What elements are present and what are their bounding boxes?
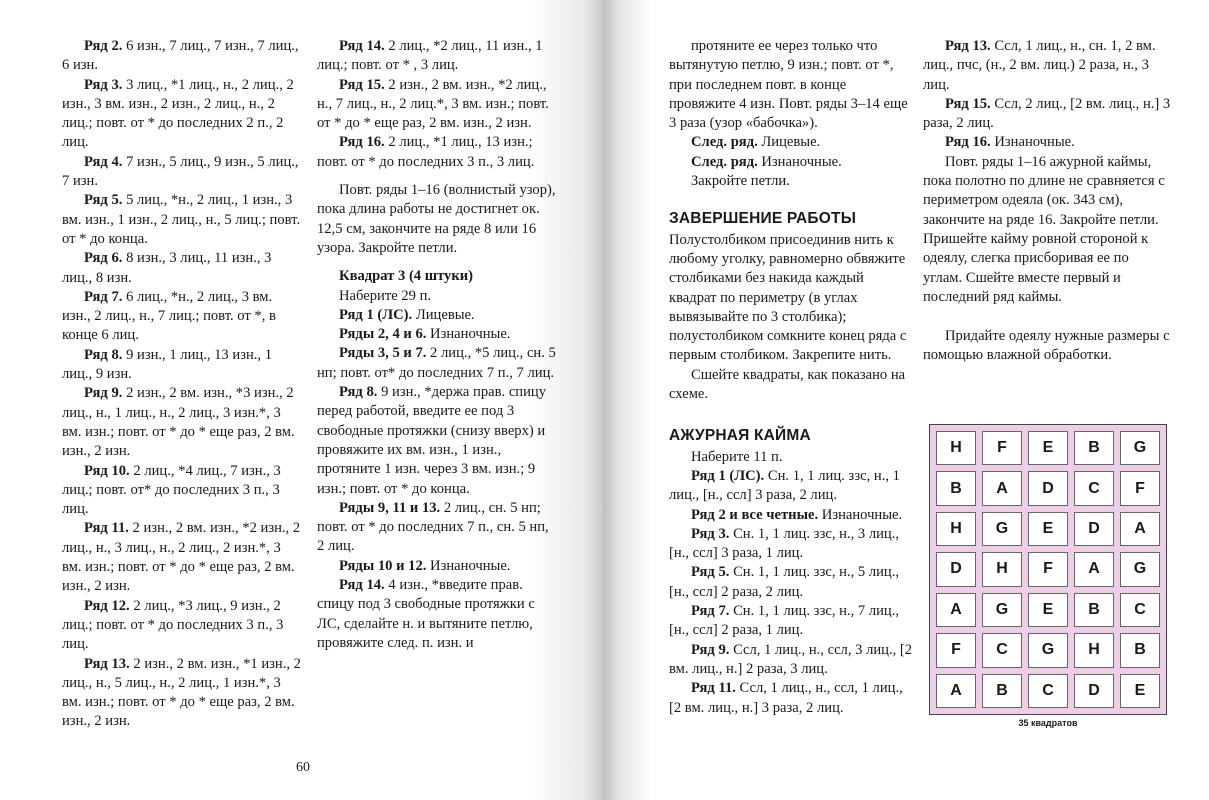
instruction-paragraph xyxy=(669,172,913,191)
square-grid xyxy=(929,424,1167,715)
instruction-paragraph xyxy=(62,153,302,192)
row-text: 4 изн., *введите прав. спицу под 3 свободные протяжки с ЛС, сделайте н. и вытяните петлю, провяжите след. п. изн. и xyxy=(317,577,535,651)
row-text: 2 изн., 2 вм. изн., *3 изн., 2 лиц., н., 1 лиц., н., 2 лиц., 3 изн.*, 3 вм. изн.; повт. от * до * еще раз, 2 вм. изн., 2 изн. xyxy=(62,385,295,460)
row-label: Ряды 9, 11 и 13. xyxy=(339,499,441,516)
grid-cell: D xyxy=(936,552,976,586)
row-label: Ряд 7. xyxy=(84,288,123,305)
grid-cell: B xyxy=(1120,633,1160,667)
row-label: Квадрат 3 (4 штуки) xyxy=(339,268,474,285)
grid-cell: E xyxy=(1028,593,1068,627)
blocking-text: Придайте одеялу нужные размеры с помощью влажной обработки. xyxy=(923,328,1170,364)
row-text: 3 лиц., *1 лиц., н., 2 лиц., 2 изн., 3 вм. изн., 2 изн., 2 лиц., н., 2 лиц.; повт. от * до последних 2 п., 2 лиц. xyxy=(62,76,294,151)
instruction-paragraph xyxy=(923,37,1171,95)
row-label: Ряд 6. xyxy=(84,250,123,267)
row-label: Ряд 2. xyxy=(84,38,123,54)
row-text: 9 изн., 1 лиц., 13 изн., 1 лиц., 9 изн. xyxy=(62,346,273,383)
instruction-paragraph xyxy=(669,448,913,467)
grid-cell: F xyxy=(1028,552,1068,586)
instruction-paragraph xyxy=(317,344,557,383)
instruction-paragraph xyxy=(669,602,913,641)
row-label: Ряд 13. xyxy=(945,38,991,54)
instruction-paragraph xyxy=(669,563,913,602)
row-label: Ряд 7. xyxy=(691,603,730,620)
row-text: протяните ее через только что вытянутую петлю, 9 изн.; повт. от *, при последнем повт. в конце провяжите 4 изн. Повт. ряды 3–14 еще 3 раза (узор «бабочка»). xyxy=(669,38,908,132)
grid-cell: E xyxy=(1120,674,1160,708)
row-text: Сн. 1, 1 лиц. ззс, н., 1 лиц., [н., ссл] 3 раза, 2 лиц. xyxy=(669,467,900,504)
grid-cell: C xyxy=(1120,593,1160,627)
row-label: Ряд 4. xyxy=(84,153,123,170)
grid-cell: A xyxy=(936,593,976,627)
grid-cell: G xyxy=(982,512,1022,546)
grid-cell: F xyxy=(982,431,1022,465)
instruction-paragraph xyxy=(62,76,302,153)
grid-cell: G xyxy=(1120,552,1160,586)
row-text: Наберите 29 п. xyxy=(339,287,432,304)
row-label: Ряд 3. xyxy=(691,525,730,542)
row-label: Ряд 1 (ЛС). xyxy=(339,306,413,323)
grid-cell: F xyxy=(1120,471,1160,505)
row-text: 5 лиц., *н., 2 лиц., 1 изн., 3 вм. изн., 1 изн., 2 лиц., н., 5 лиц.; повт. от * до конца. xyxy=(62,192,301,247)
row-label: Ряд 9. xyxy=(84,385,123,402)
grid-cell: D xyxy=(1028,471,1068,505)
grid-cell: A xyxy=(1074,552,1114,586)
instruction-paragraph xyxy=(669,467,913,506)
grid-cell: F xyxy=(936,633,976,667)
instruction-paragraph xyxy=(62,384,302,461)
continued-instructions xyxy=(669,37,913,191)
instruction-paragraph xyxy=(317,576,557,653)
grid-cell: A xyxy=(982,471,1022,505)
right-column-2 xyxy=(923,37,1171,366)
grid-cell: C xyxy=(982,633,1022,667)
instruction-paragraph xyxy=(62,655,302,732)
instruction-paragraph xyxy=(317,133,557,172)
row-label: Ряд 11. xyxy=(84,520,129,537)
instruction-paragraph xyxy=(669,153,913,172)
row-label: Ряд 3. xyxy=(84,76,123,93)
row-text: Изнаночные. xyxy=(757,153,842,170)
instruction-paragraph xyxy=(923,153,1171,307)
row-label: Ряд 10. xyxy=(84,462,130,479)
instruction-paragraph xyxy=(317,76,557,134)
border-rows-continued xyxy=(923,37,1171,307)
row-text: 6 изн., 7 лиц., 7 изн., 7 лиц., 6 изн. xyxy=(62,38,299,74)
row-text: 2 изн., 2 вм. изн., *2 изн., 2 лиц., н., 3 лиц., н., 2 лиц., 2 изн.*, 3 вм. изн.; повт. от * до * еще раз, 2 вм. изн., 2 изн. xyxy=(62,520,301,595)
row-text: Ссл, 1 лиц., н., ссл, 3 лиц., [2 вм. лиц., н.] 2 раза, 3 лиц. xyxy=(669,641,913,677)
row-label: Ряд 16. xyxy=(945,134,991,151)
instruction-paragraph xyxy=(62,519,302,596)
finish-text: Полустолбиком присоединив нить к любому уголку, равномерно обвяжите столбиками без накида каждый квадрат по периметру (в углах вывязывайте по 3 столбика); полустолбиком сомкните конец ряда с первым столбиком. Закрепите нить. xyxy=(669,231,907,364)
grid-cell: E xyxy=(1028,431,1068,465)
row-label: Ряд 1 (ЛС). xyxy=(691,467,765,484)
grid-cell: C xyxy=(1028,674,1068,708)
instruction-paragraph xyxy=(62,249,302,288)
page-number: 60 xyxy=(296,760,310,775)
row-text: Лицевые. xyxy=(757,134,821,151)
instruction-paragraph xyxy=(669,37,913,133)
row-label: Ряд 12. xyxy=(84,597,130,614)
finish-heading: ЗАВЕРШЕНИЕ РАБОТЫ xyxy=(669,210,857,228)
row-text: 2 изн., 2 вм. изн., *2 лиц., н., 7 лиц., н., 2 лиц.*, 3 вм. изн.; повт. от * до * еще раз, 2 вм. изн., 2 изн. xyxy=(317,76,549,132)
row-text: Ссл, 1 лиц., н., сн. 1, 2 вм. лиц., пчс, (н., 2 вм. лиц.) 2 раза, н., 3 лиц. xyxy=(923,38,1156,93)
row-label: Ряд 5. xyxy=(691,564,730,581)
assembly-diagram xyxy=(929,424,1167,728)
instruction-paragraph xyxy=(317,37,557,76)
grid-cell: H xyxy=(936,512,976,546)
row-text: Закройте петли. xyxy=(691,173,790,190)
instruction-paragraph xyxy=(669,641,913,680)
grid-cell: B xyxy=(1074,593,1114,627)
instruction-paragraph xyxy=(317,181,557,258)
row-text: Ссл, 2 лиц., [2 вм. лиц., н.] 3 раза, 2 лиц. xyxy=(923,95,1171,132)
row-text: 2 лиц., *2 лиц., 11 изн., 1 лиц.; повт. от * , 3 лиц. xyxy=(317,38,543,74)
row-label: Ряд 2 и все четные. xyxy=(691,506,819,523)
row-label: Ряд 14. xyxy=(339,38,385,54)
row-text: Лицевые. xyxy=(412,306,475,323)
grid-cell: E xyxy=(1028,512,1068,546)
row-label: Ряд 8. xyxy=(84,346,123,363)
finish-text-2: Сшейте квадраты, как показано на схеме. xyxy=(669,366,906,403)
row-text: 2 лиц., *5 лиц., сн. 5 нп; повт. от* до последних 7 п., 7 лиц. xyxy=(317,345,556,381)
grid-cell: D xyxy=(1074,512,1114,546)
row-text: Повт. ряды 1–16 (волнистый узор), пока длина работы не достигнет ок. 12,5 см, закончите на ряде 8 или 16 узора. Закройте петли. xyxy=(317,182,556,256)
row-label: Ряд 14. xyxy=(339,577,385,594)
instruction-paragraph xyxy=(317,325,557,344)
row-text: 6 лиц., *н., 2 лиц., 3 вм. изн., 2 лиц., н., 7 лиц.; повт. от *, в конце 6 лиц. xyxy=(62,288,276,344)
right-page xyxy=(603,0,1209,800)
row-text: Сн. 1, 1 лиц. ззс, н., 5 лиц., [н., ссл] 2 раза, 2 лиц. xyxy=(669,564,900,600)
row-label: Ряд 5. xyxy=(84,192,123,209)
grid-cell: H xyxy=(1074,633,1114,667)
row-text: Сн. 1, 1 лиц. ззс, н., 3 лиц., [н., ссл] 3 раза, 1 лиц. xyxy=(669,525,900,562)
instruction-paragraph xyxy=(669,506,913,525)
instruction-paragraph xyxy=(317,287,557,306)
row-text: 2 лиц., сн. 5 нп; повт. от * до последних 7 п., сн. 5 нп, 2 лиц. xyxy=(317,499,549,555)
row-text: 9 изн., *держа прав. спицу перед работой, введите ее под 3 свободные протяжки (снизу вверх) и провяжите их вм. изн., 1 изн., протяните 1 изн. через 3 вм. изн.; 9 изн.; повт. от * до конца. xyxy=(317,384,547,497)
instruction-paragraph xyxy=(317,267,557,286)
row-text: 2 лиц., *1 лиц., 13 изн.; повт. от * до последних 3 п., 3 лиц. xyxy=(317,134,535,170)
row-text: 2 изн., 2 вм. изн., *1 изн., 2 лиц., н., 5 лиц., н., 2 лиц., 1 изн.*, 3 вм. изн.; повт. от * до * еще раз, 2 вм. изн., 2 изн. xyxy=(62,655,301,730)
row-label: Ряд 11. xyxy=(691,680,736,697)
row-label: Ряд 15. xyxy=(339,76,385,93)
diagram-caption: 35 квадратов xyxy=(1018,718,1078,728)
instruction-paragraph xyxy=(317,306,557,325)
left-column-1 xyxy=(62,37,302,732)
instruction-paragraph xyxy=(62,462,302,520)
left-page xyxy=(0,0,603,800)
grid-cell: B xyxy=(1074,431,1114,465)
grid-cell: G xyxy=(1028,633,1068,667)
instruction-paragraph xyxy=(62,191,302,249)
instruction-paragraph xyxy=(669,525,913,564)
instruction-paragraph xyxy=(62,346,302,385)
row-text: Сн. 1, 1 лиц. ззс, н., 7 лиц., [н., ссл] 2 раза, 1 лиц. xyxy=(669,603,900,639)
row-label: Ряд 15. xyxy=(945,95,991,112)
grid-cell: D xyxy=(1074,674,1114,708)
row-text: Ссл, 1 лиц., н., ссл, 1 лиц., [2 вм. лиц., н.] 3 раза, 2 лиц. xyxy=(669,680,903,716)
row-text: Повт. ряды 1–16 ажурной каймы, пока полотно по длине не сравняется с периметром одеяла (ок. 343 см), закончите на ряде 16. Закройте петли. Пришейте кайму ровной стороной к одеялу, слегка присборивая ее по углам. Сшейте вместе первый и последний ряд каймы. xyxy=(923,153,1165,305)
row-label: След. ряд. xyxy=(691,134,758,151)
left-column-2 xyxy=(317,37,557,653)
instruction-paragraph xyxy=(62,597,302,655)
row-text: 2 лиц., *4 лиц., 7 изн., 3 лиц.; повт. от* до последних 3 п., 3 лиц. xyxy=(62,462,281,518)
border-rows xyxy=(669,448,913,718)
instruction-paragraph xyxy=(62,37,302,76)
instruction-paragraph xyxy=(317,499,557,557)
grid-cell: A xyxy=(1120,512,1160,546)
border-heading: АЖУРНАЯ КАЙМА xyxy=(669,427,811,445)
grid-cell: B xyxy=(936,471,976,505)
row-text: Изнаночные. xyxy=(818,506,903,523)
row-text: 7 изн., 5 лиц., 9 изн., 5 лиц., 7 изн. xyxy=(62,153,299,190)
grid-cell: B xyxy=(982,674,1022,708)
row-label: Ряд 16. xyxy=(339,134,385,151)
grid-cell: C xyxy=(1074,471,1114,505)
row-text: 8 изн., 3 лиц., 11 изн., 3 лиц., 8 изн. xyxy=(62,250,272,286)
instruction-paragraph xyxy=(317,383,557,499)
row-label: Ряды 3, 5 и 7. xyxy=(339,345,427,362)
instruction-paragraph xyxy=(923,133,1171,152)
instruction-paragraph xyxy=(669,679,913,718)
grid-cell: G xyxy=(1120,431,1160,465)
instruction-paragraph xyxy=(62,288,302,346)
grid-cell: H xyxy=(936,431,976,465)
row-label: След. ряд. xyxy=(691,153,758,170)
row-label: Ряды 2, 4 и 6. xyxy=(339,326,427,343)
row-label: Ряд 9. xyxy=(691,641,730,658)
row-text: 2 лиц., *3 лиц., 9 изн., 2 лиц.; повт. от * до последних 3 п., 3 лиц. xyxy=(62,597,284,653)
grid-cell: H xyxy=(982,552,1022,586)
row-text: Изнаночные. xyxy=(426,557,511,574)
instruction-paragraph xyxy=(669,133,913,152)
instruction-paragraph xyxy=(317,557,557,576)
row-text: Изнаночные. xyxy=(990,134,1075,151)
grid-cell: A xyxy=(936,674,976,708)
row-text: Наберите 11 п. xyxy=(691,448,783,465)
row-label: Ряд 8. xyxy=(339,384,378,401)
grid-cell: G xyxy=(982,593,1022,627)
row-text: Изнаночные. xyxy=(426,326,511,343)
instruction-paragraph xyxy=(923,95,1171,134)
row-label: Ряд 13. xyxy=(84,655,130,672)
right-column-1 xyxy=(669,37,913,718)
row-label: Ряды 10 и 12. xyxy=(339,557,427,574)
